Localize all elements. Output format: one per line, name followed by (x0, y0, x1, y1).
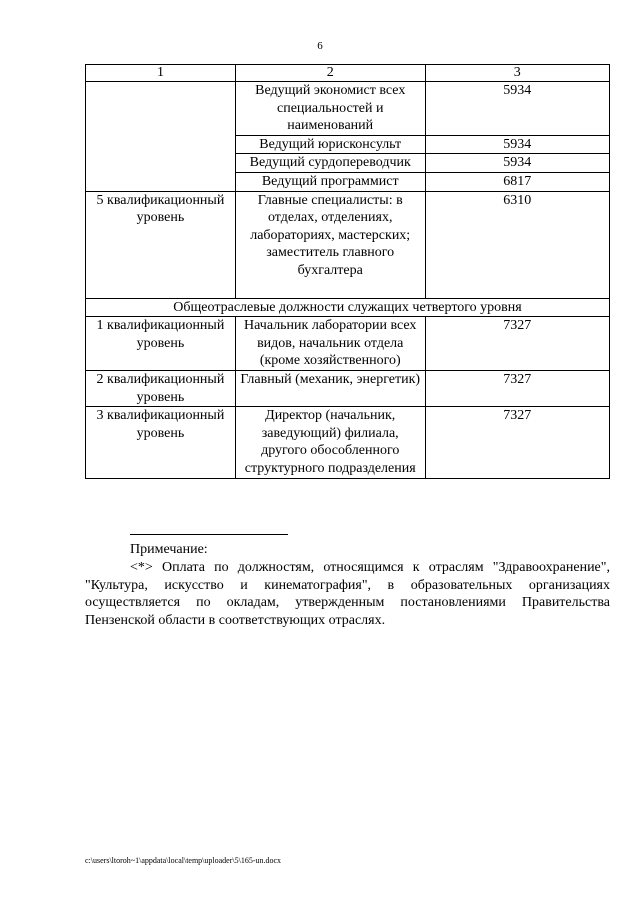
header-cell-3: 3 (425, 65, 609, 82)
table-row (86, 191, 610, 298)
section-title: Общеотраслевые должности служащих четвертого уровня (86, 298, 610, 317)
level-cell-empty (86, 82, 236, 192)
section-row (86, 298, 610, 317)
table-row (86, 370, 610, 406)
salary-cell: 7327 (425, 317, 609, 371)
position-cell: Директор (начальник, заведующий) филиала, другого обособленного структурного подразделения (235, 407, 425, 478)
footer-file-path: c:\users\ltoroh~1\appdata\local\temp\uploader\5\165-un.docx (85, 856, 282, 865)
note-text: <*> Оплата по должностям, относящимся к отраслям "Здравоохранение", "Культура, искусство и кинематография", в образовательных организациях осуществляется по окладам, утвержденным постановлениями Правительства Пензенской области в соответствующих отраслях. (85, 560, 610, 628)
salary-cell: 6310 (425, 191, 609, 298)
note-title: Примечание: (130, 542, 208, 557)
position-cell: Ведущий юрисконсульт (235, 135, 425, 154)
position-cell: Ведущий программист (235, 172, 425, 191)
header-cell-2: 2 (235, 65, 425, 82)
position-cell: Начальник лаборатории всех видов, начальник отдела (кроме хозяйственного) (235, 317, 425, 371)
level-cell: 5 квалификационный уровень (86, 191, 236, 298)
salary-table (85, 64, 610, 479)
salary-cell: 7327 (425, 407, 609, 478)
level-cell: 1 квалификационный уровень (86, 317, 236, 371)
header-cell-1: 1 (86, 65, 236, 82)
table-row (86, 407, 610, 478)
position-cell: Ведущий экономист всех специальностей и наименований (235, 82, 425, 136)
position-cell: Ведущий сурдопереводчик (235, 154, 425, 173)
position-cell: Главный (механик, энергетик) (235, 370, 425, 406)
level-cell: 2 квалификационный уровень (86, 370, 236, 406)
table-row (86, 82, 610, 136)
salary-cell: 5934 (425, 135, 609, 154)
footnote-separator (130, 534, 288, 535)
salary-cell: 5934 (425, 82, 609, 136)
table-header-row (86, 65, 610, 82)
salary-cell: 6817 (425, 172, 609, 191)
level-cell: 3 квалификационный уровень (86, 407, 236, 478)
page-number: 6 (317, 40, 323, 52)
salary-cell: 5934 (425, 154, 609, 173)
table-row (86, 317, 610, 371)
salary-cell: 7327 (425, 370, 609, 406)
position-cell: Главные специалисты: в отделах, отделениях, лабораториях, мастерских; заместитель главного бухгалтера (235, 191, 425, 298)
